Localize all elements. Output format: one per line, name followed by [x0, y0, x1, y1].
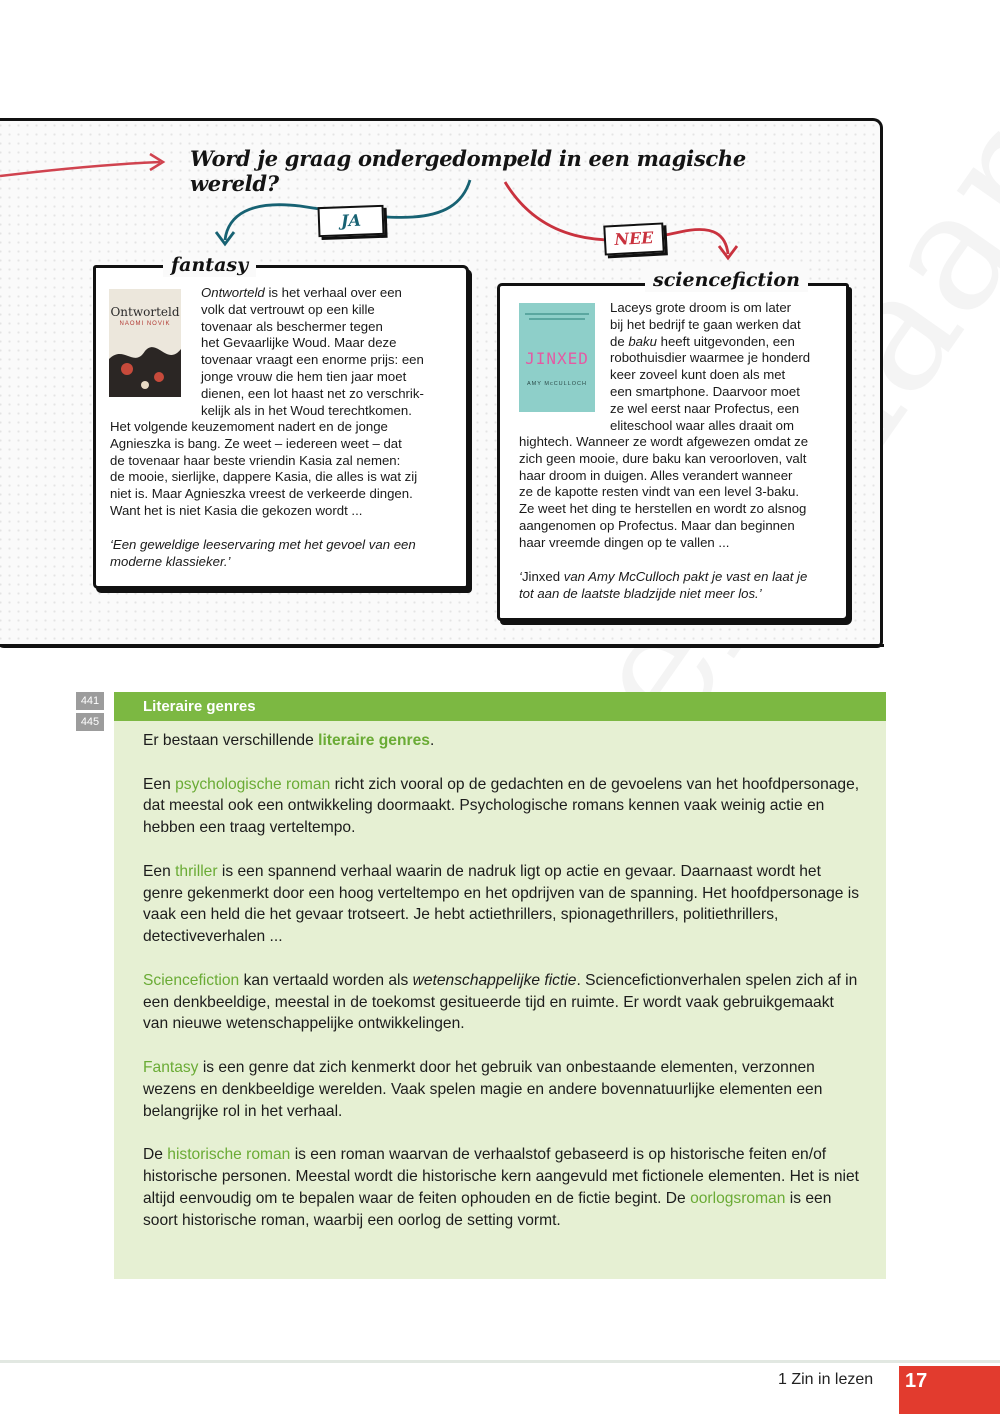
- genre-psychologische-roman: Een psychologische roman richt zich vooral op de gedachten en de gevoelens van het hoofdpersonage, dat meestal ook een ontwikkeling doormaakt. Psychologische romans kennen vaak weinig actie en hebben een traag verteltempo.: [143, 775, 860, 837]
- fantasy-line: dienen, een lot haast net zo verschrik-: [201, 385, 424, 401]
- sf-line: de baku heeft uitgevonden, een: [610, 333, 795, 349]
- yes-tag: JA: [317, 205, 384, 237]
- fantasy-title: fantasy: [163, 253, 256, 277]
- genre-fantasy: Fantasy is een genre dat zich kenmerkt door het gebruik van onbestaande elementen, verzonnen wezens en denkbeeldige werelden. Vaak spelen magie en andere bovennatuurlijke elementen een belangrijke rol in het verhaal.: [143, 1058, 823, 1120]
- sf-line: haar droom in duigen. Alles verandert wanneer: [519, 467, 793, 483]
- cover-illustration: [109, 289, 181, 397]
- genres-text: [143, 730, 863, 1253]
- sciencefiction-title: sciencefiction: [645, 268, 808, 292]
- sf-line: Laceys grote droom is om later: [610, 300, 792, 315]
- genre-sciencefiction: Sciencefiction kan vertaald worden als wetenschappelijke fictie. Sciencefictionverhalen spelen zich af in een denkbeeldige, meestal in de toekomst gesitueerde tijd en ruimte. Er wordt vaak gebruikgemaakt van nieuwe wetenschappelijke ontwikkelingen.: [143, 971, 858, 1033]
- sf-line: een smartphone. Daarvoor moet: [610, 383, 800, 399]
- cover-title: JINXED: [525, 349, 589, 368]
- fantasy-line: het Gevaarlijke Woud. Maar deze: [201, 335, 397, 351]
- genre-thriller: Een thriller is een spannend verhaal waarin de nadruk ligt op actie en gevaar. Daarnaast wordt het genre gekenmerkt door een hoog verteltempo en het opdrijven van de spanning. Het hoofdpersonage is vaak een held die het gevaar trotseert. Je hebt actiethrillers, spionagethrillers, politiethrillers, detectiveverhalen ...: [143, 862, 860, 946]
- fantasy-line: volk dat vertrouwt op een kille: [201, 301, 375, 317]
- term: oorlogsroman: [690, 1189, 786, 1207]
- fantasy-line: kelijk als in het Woud terechtkomen.: [201, 402, 412, 418]
- fantasy-line: de tovenaar haar beste vriendin Kasia zal nemen:: [110, 452, 401, 468]
- sf-line: hightech. Wanneer ze wordt afgewezen omdat ze: [519, 434, 809, 449]
- fantasy-line: Agnieszka is bang. Ze weet – iedereen weet – dat: [110, 435, 402, 451]
- term: Fantasy: [143, 1058, 199, 1076]
- sf-line: Ze weet het ding te herstellen en wordt zo alsnog: [519, 501, 807, 517]
- entry-arrow: [0, 162, 160, 176]
- genres-intro: Er bestaan verschillende literaire genres.: [143, 732, 435, 749]
- page-number: 17: [899, 1366, 1000, 1414]
- sf-line: robothuisdier waarmee je honderd: [610, 350, 811, 366]
- sf-text-top: [610, 300, 840, 434]
- fantasy-line: Het volgende keuzemoment nadert en de jonge: [110, 419, 388, 434]
- sf-line: bij het bedrijf te gaan werken dat: [610, 316, 801, 332]
- fantasy-line: jonge vrouw die hem tien jaar moet: [201, 368, 407, 384]
- sf-line: keer zoveel kunt doen als met: [610, 367, 786, 383]
- sf-line: haar vreemde dingen op te vallen ...: [519, 534, 730, 550]
- genre-historische-roman: De historische roman is een roman waarvan de verhaalstof gebaseerd is op historische feiten en/of historische personen. Meestal wordt die historische kern aangevuld met fictionele elementen. Het is niet altijd eenvoudig om te bepalen waar de feiten ophouden en de fictie begint. De oorlogsroman is een soort historische roman, waarbij een oorlog de setting vormt.: [143, 1146, 859, 1229]
- fantasy-line: tovenaar vraagt een enorme prijs: een: [201, 352, 424, 368]
- fantasy-line: tovenaar als beschermer tegen: [201, 318, 383, 334]
- fantasy-line: de mooie, sierlijke, dappere Kasia, die alles is wat zij: [110, 469, 418, 485]
- genres-header: Literaire genres: [114, 692, 886, 721]
- sf-text-bottom: [519, 434, 839, 552]
- fantasy-text-bottom: [110, 419, 455, 520]
- chapter-label: 1 Zin in lezen: [778, 1371, 874, 1388]
- cover-author: NAOMI NOVIK: [119, 321, 171, 327]
- term: Sciencefiction: [143, 971, 240, 989]
- sf-line: zich geen mooie, dure baku kan veroorloven, valt: [519, 450, 807, 466]
- fantasy-quote: ‘Een geweldige leeservaring met het gevoel van een moderne klassieker.’: [110, 537, 416, 569]
- footer-line: [0, 1360, 1000, 1363]
- sf-line: ze wel eerst naar Profectus, een: [610, 400, 800, 416]
- flowchart-question: Word je graag ondergedompeld in een magische wereld?: [190, 146, 746, 196]
- sf-line: aangenomen op Profectus. Maar dan beginnen: [519, 517, 795, 533]
- fantasy-line: niet is. Maar Agnieszka vreest de verkeerde dingen.: [110, 486, 413, 502]
- page-ref: 445: [76, 713, 104, 731]
- jinxed-cover: [519, 303, 595, 412]
- fantasy-line: Ontworteld is het verhaal over een: [201, 285, 402, 300]
- cover-author: AMY McCULLOCH: [527, 381, 587, 387]
- term: thriller: [175, 862, 218, 880]
- cover-title: Ontworteld: [110, 305, 180, 319]
- page-ref: 441: [76, 692, 104, 710]
- term: literaire genres: [318, 732, 430, 749]
- term: psychologische roman: [175, 775, 331, 793]
- term: historische roman: [167, 1146, 291, 1164]
- fantasy-line: Want het is niet Kasia die gekozen wordt ...: [110, 502, 363, 518]
- fantasy-book-title: Ontworteld: [201, 285, 265, 300]
- sf-line: eliteschool waar alles draait om: [610, 417, 794, 433]
- flowchart-bottom-border: [0, 644, 884, 647]
- fantasy-text-top: [201, 285, 451, 419]
- ontworteld-cover: [109, 289, 181, 397]
- no-tag: NEE: [603, 222, 664, 255]
- sf-line: ze de kapotte resten vindt van een level 3-baku.: [519, 484, 800, 500]
- page-references: [76, 692, 104, 734]
- sf-quote: ‘Jinxed van Amy McCulloch pakt je vast en laat je tot aan de laatste bladzijde niet meer los.’: [519, 569, 808, 601]
